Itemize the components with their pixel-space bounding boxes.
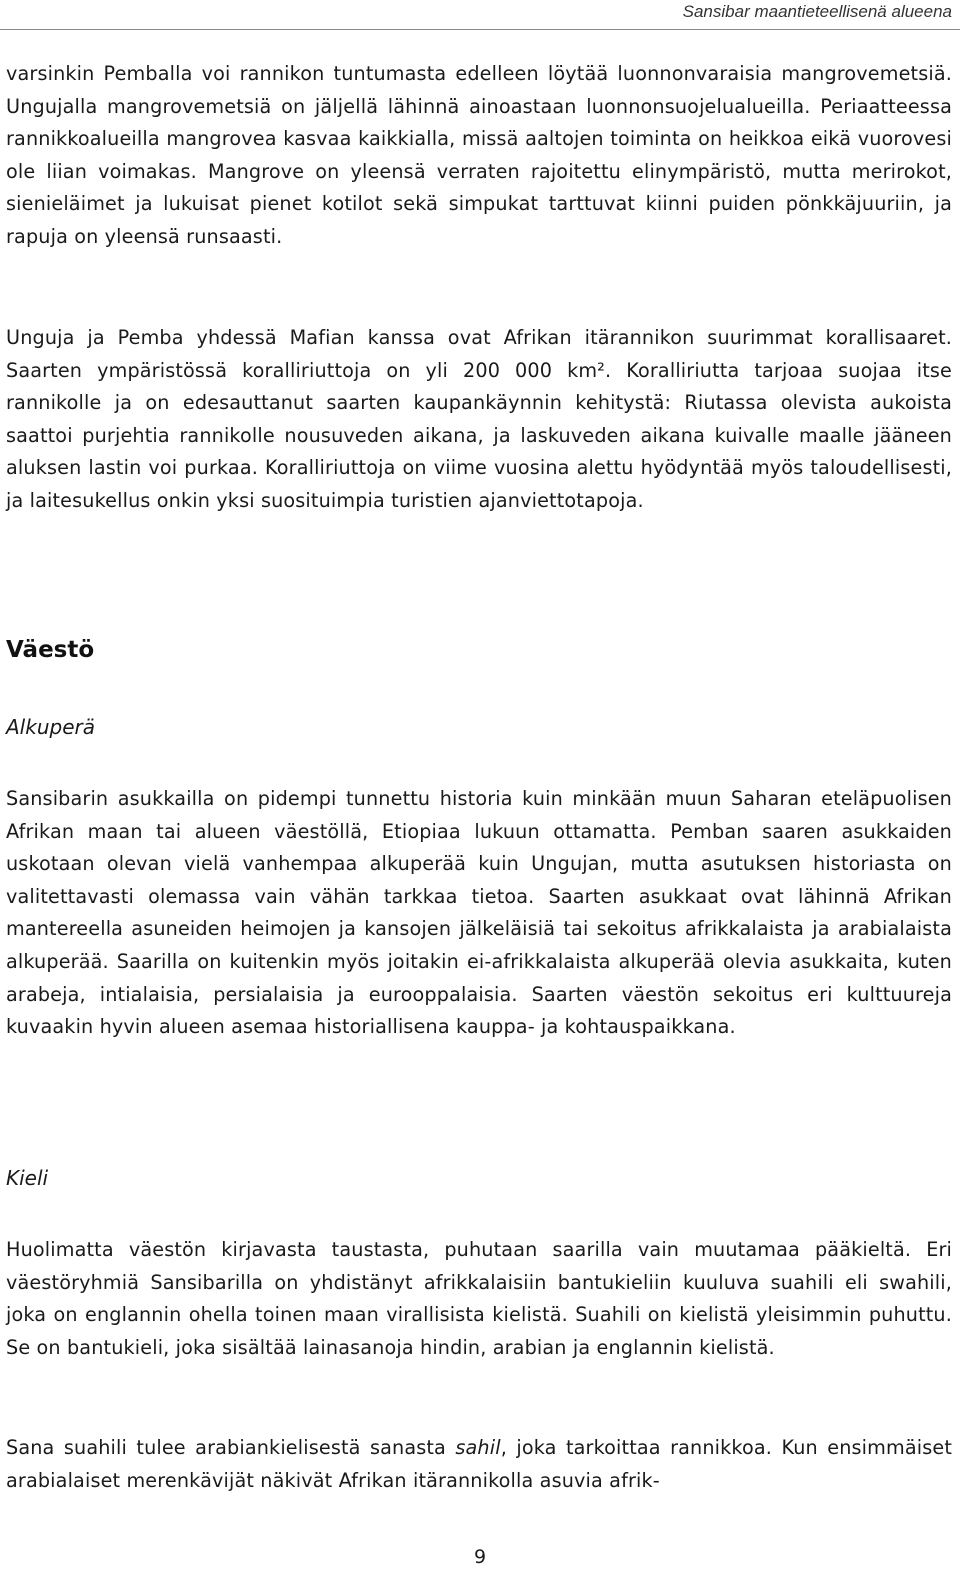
subheading-language: Kieli — [6, 1166, 49, 1190]
paragraph-mangroves: varsinkin Pemballa voi rannikon tuntumasta edelleen löytää luonnonvaraisia mangrovemetsiä. Ungujalla mangrovemetsiä on jäljellä lähinnä ainoastaan luonnonsuojelualueilla. Periaatteessa rannikkoalueilla mangrovea kasvaa kaikkialla, missä aaltojen toiminta on heikkoa eikä vuorovesi ole liian voimakas. Mangrove on yleensä verraten rajoitettu elinympäristö, mutta merirokot, sienieläimet ja lukuisat pienet kotilot sekä simpukat tarttuvat kiinni puiden pönkkäjuuriin, ja rapuja on yleensä runsaasti. — [6, 62, 952, 248]
header-divider — [0, 29, 960, 30]
paragraph-coral-reefs: Unguja ja Pemba yhdessä Mafian kanssa ovat Afrikan itärannikon suurimmat korallisaaret. Saarten ympäristössä koralliriuttoja on yli 200 000 km². Koralliriutta tarjoaa suojaa itse rannikolle ja on edesauttanut saarten kaupankäynnin kehitystä: Riutassa olevista aukoista saattoi purjehtia rannikolle nousuveden aikana, ja laskuveden aikana kuivalle maalle jääneen aluksen lastin voi purkaa. Koralliriuttoja on viime vuosina alettu hyödyntää myös taloudellisesti, ja laitesukellus onkin yksi suosituimpia turistien ajanviettotapoja. — [6, 326, 952, 512]
running-header-title: Sansibar maantieteellisenä alueena — [682, 2, 952, 21]
etymology-text-before: Sana suahili tulee arabiankielisestä sanasta — [6, 1436, 456, 1459]
section-heading-population: Väestö — [6, 637, 95, 663]
page-number: 9 — [473, 1546, 487, 1568]
subheading-origin: Alkuperä — [6, 715, 95, 739]
paragraph-etymology — [6, 1432, 952, 1497]
paragraph-language: Huolimatta väestön kirjavasta taustasta, puhutaan saarilla vain muutamaa pääkieltä. Eri väestöryhmiä Sansibarilla on yhdistänyt afrikkalaisiin bantukieliin kuuluva suahili eli swahili, joka on englannin ohella toinen maan virallisista kielistä. Suahili on kielistä yleisimmin puhuttu. Se on bantukieli, joka sisältää lainasanoja hindin, arabian ja englannin kielistä. — [6, 1238, 952, 1359]
paragraph-origin: Sansibarin asukkailla on pidempi tunnettu historia kuin minkään muun Saharan eteläpuolisen Afrikan maan tai alueen väestöllä, Etiopiaa lukuun ottamatta. Pemban saaren asukkaiden uskotaan olevan vielä vanhempaa alkuperää kuin Ungujan, mutta asutuksen historiasta on valitettavasti olemassa vain vähän tarkkaa tietoa. Saarten asukkaat ovat lähinnä Afrikan mantereella asuneiden heimojen ja kansojen jälkeläisiä tai sekoitus afrikkalaista ja arabialaista alkuperää. Saarilla on kuitenkin myös joitakin ei-afrikkalaista alkuperää olevia asukkaita, kuten arabeja, intialaisia, persialaisia ja eurooppalaisia. Saarten väestön sekoitus eri kulttuureja kuvaakin hyvin alueen asemaa historiallisena kauppa- ja kohtauspaikkana. — [6, 787, 952, 1039]
etymology-text-after: , joka tarkoittaa rannikkoa. Kun ensimmäiset arabialaiset merenkävijät näkivät Afrikan itärannikolla asuvia afrik- — [6, 1436, 952, 1492]
etymology-term: sahil — [455, 1436, 501, 1459]
